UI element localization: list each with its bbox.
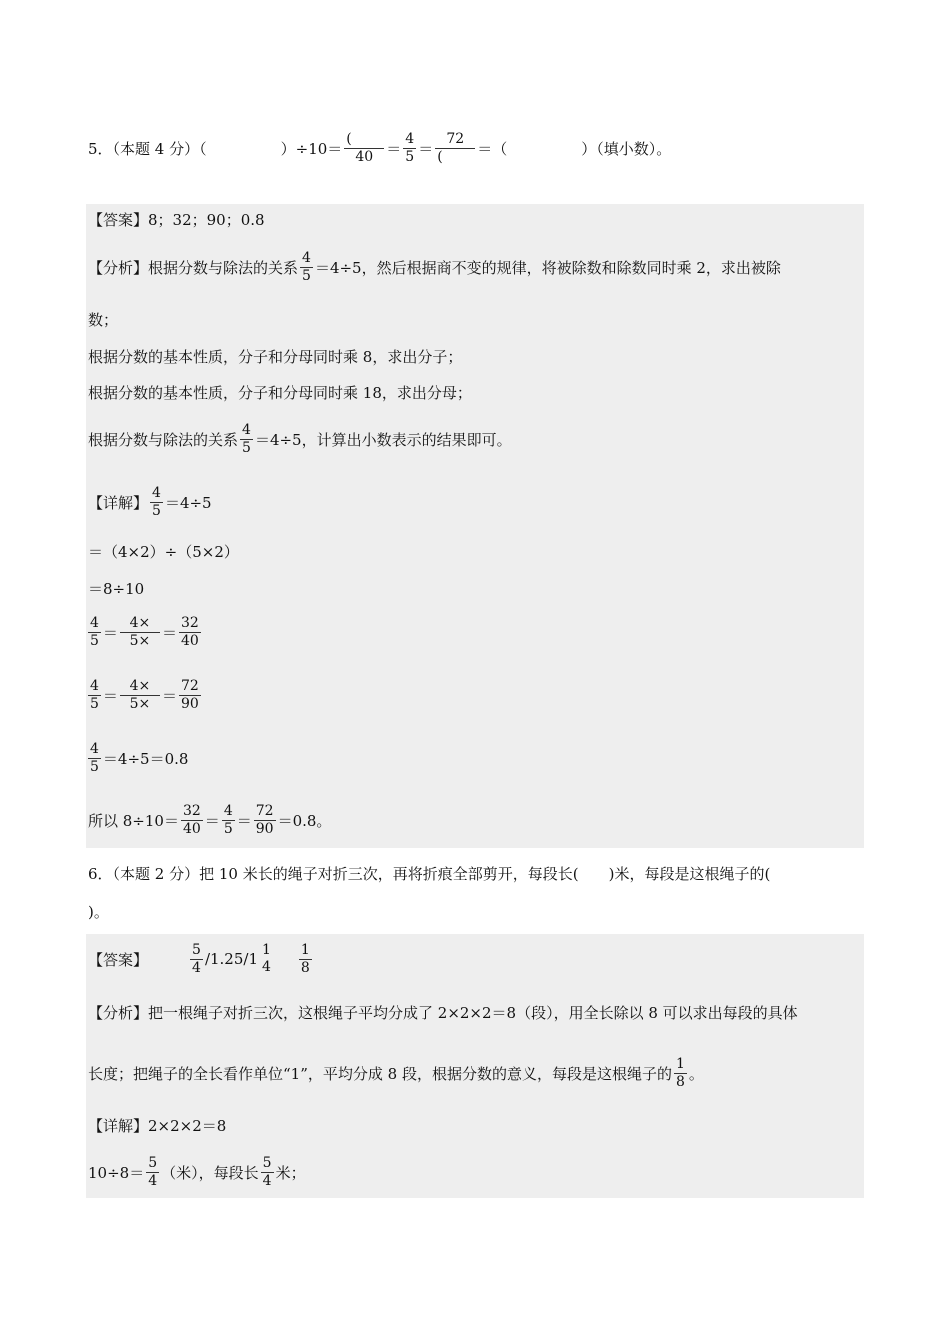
q5-stem: 5．（本题 4 分）（ ）÷10＝ $\frac{(}{40}$ ＝ $\frac{4}{5}$ ＝ $\frac{72}{(}$ ＝（ ）（填小数）。	[88, 130, 672, 165]
q5-analysis-line-1: 【分析】根据分数与除法的关系 $\frac{4}{5}$ ＝4÷5，然后根据商不变的规律，将被除数和除数同时乘 2，求出被除	[88, 249, 781, 284]
q6-analysis-line-1: 【分析】把一根绳子对折三次，这根绳子平均分成了 2×2×2＝8（段），用全长除以 8 可以求出每段的具体	[88, 1003, 798, 1022]
q5-detail-line-4: $\frac{4}{5}$ ＝ $\frac{4\times}{5\times}$ ＝ $\frac{32}{40}$	[90, 614, 199, 649]
q5-detail-line-6: $\frac{4}{5}$ ＝4÷5＝0.8	[90, 740, 189, 775]
q5-detail-line-3: ＝8÷10	[88, 579, 145, 598]
q6-answer: 【答案】 $\frac{5}{4}$ /1.25/ 1 1 4 $\frac{1}{8}$	[88, 941, 310, 976]
q5-detail-line-7: 所以 8÷10＝ $\frac{32}{40}$ ＝ $\frac{4}{5}$ ＝ $\frac{72}{90}$ ＝0.8。	[88, 802, 332, 837]
q5-answer-box	[86, 204, 864, 848]
q5-detail-line-1: 【详解】 $\frac{4}{5}$ ＝4÷5	[88, 484, 212, 519]
q5-analysis-line-4: 根据分数的基本性质，分子和分母同时乘 18，求出分母；	[88, 383, 472, 402]
q5-fraction-3: $\frac{72}{(}$	[435, 131, 475, 166]
q5-detail-line-2: ＝（4×2）÷（5×2）	[88, 542, 239, 561]
q5-analysis-line-5: 根据分数与除法的关系 $\frac{4}{5}$ ＝4÷5，计算出小数表示的结果即可。	[88, 421, 512, 456]
q5-stem-c: ）（填小数）。	[581, 139, 672, 158]
q5-analysis-line-2: 数；	[88, 310, 119, 329]
q6-detail-line-1: 【详解】2×2×2＝8	[88, 1116, 227, 1135]
q5-detail-line-5: $\frac{4}{5}$ ＝ $\frac{4\times}{5\times}$ ＝ $\frac{72}{90}$	[90, 677, 199, 712]
q5-answer: 【答案】8；32；90；0.8	[88, 210, 265, 229]
q6-analysis-line-2: 长度；把绳子的全长看作单位“1”，平均分成 8 段，根据分数的意义，每段是这根绳子的 $\frac{1}{8}$ 。	[88, 1055, 704, 1090]
q5-fraction-2: $\frac{4}{5}$	[405, 130, 415, 165]
q6-stem-line-1: 6．（本题 2 分）把 10 米长的绳子对折三次，再将折痕全部剪开，每段长( )米，每段是这根绳子的(	[88, 864, 771, 883]
q6-stem-line-2: )。	[88, 902, 109, 921]
q5-stem-b: ）÷10＝	[280, 139, 343, 158]
q5-analysis-line-3: 根据分数的基本性质，分子和分母同时乘 8，求出分子；	[88, 347, 463, 366]
q5-stem-a: 5．（本题 4 分）（	[88, 139, 207, 158]
q5-fraction-1: $\frac{(}{40}$	[344, 131, 384, 166]
q6-detail-line-2: 10÷8＝ $\frac{5}{4}$ （米），每段长 $\frac{5}{4}$ 米；	[88, 1154, 306, 1189]
